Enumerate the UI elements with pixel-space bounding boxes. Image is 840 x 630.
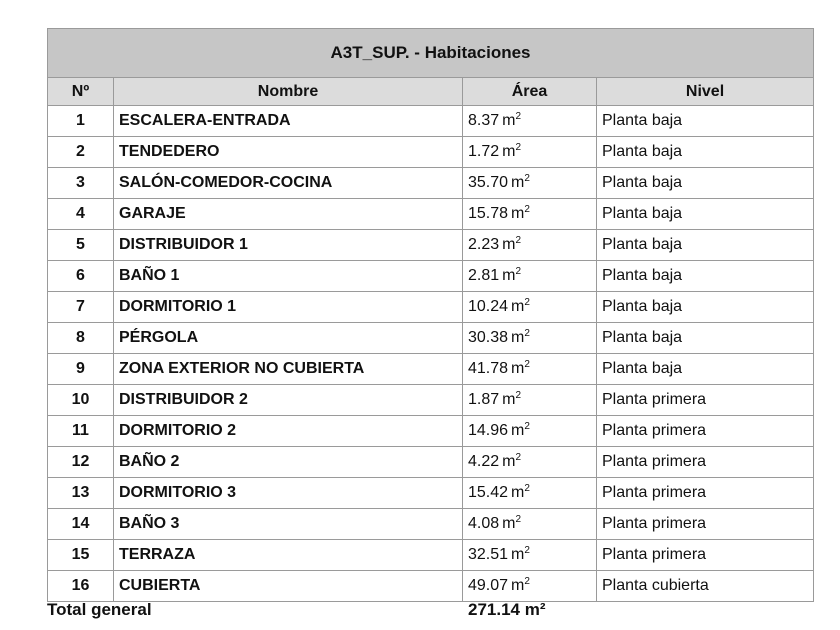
room-level: Planta primera — [597, 447, 814, 478]
room-level: Planta baja — [597, 323, 814, 354]
room-area — [463, 354, 597, 385]
room-name: BAÑO 3 — [114, 509, 463, 540]
room-area — [463, 106, 597, 137]
area-unit: m — [502, 143, 516, 160]
area-value: 15.42 — [468, 484, 509, 501]
room-area — [463, 292, 597, 323]
room-area — [463, 447, 597, 478]
total-value: 271.14 m² — [468, 600, 546, 619]
area-unit-exponent: 2 — [524, 328, 530, 339]
room-area — [463, 540, 597, 571]
table-row — [48, 509, 814, 540]
table-row — [48, 354, 814, 385]
room-area — [463, 323, 597, 354]
row-number: 7 — [48, 292, 114, 323]
room-name: SALÓN-COMEDOR-COCINA — [114, 168, 463, 199]
room-level: Planta baja — [597, 137, 814, 168]
room-name: GARAJE — [114, 199, 463, 230]
room-name: BAÑO 1 — [114, 261, 463, 292]
row-number: 15 — [48, 540, 114, 571]
room-name: TENDEDERO — [114, 137, 463, 168]
area-unit-exponent: 2 — [524, 545, 530, 556]
room-level: Planta cubierta — [597, 571, 814, 602]
room-area — [463, 509, 597, 540]
room-name: ESCALERA-ENTRADA — [114, 106, 463, 137]
area-value: 32.51 — [468, 546, 509, 563]
room-area — [463, 478, 597, 509]
area-value: 30.38 — [468, 329, 509, 346]
room-level: Planta baja — [597, 230, 814, 261]
area-value: 4.22 — [468, 453, 500, 470]
row-number: 11 — [48, 416, 114, 447]
area-unit: m — [511, 577, 525, 594]
area-value: 15.78 — [468, 205, 509, 222]
area-value: 10.24 — [468, 298, 509, 315]
area-value: 2.81 — [468, 267, 500, 284]
row-number: 12 — [48, 447, 114, 478]
area-unit-exponent: 2 — [515, 235, 522, 246]
total-label: Total general — [47, 600, 152, 619]
area-unit: m — [511, 329, 525, 346]
area-unit: m — [502, 236, 516, 253]
area-unit-exponent: 2 — [515, 514, 522, 525]
column-header-area: Área — [463, 78, 597, 106]
column-header-num: Nº — [48, 78, 114, 106]
room-level: Planta baja — [597, 292, 814, 323]
room-area — [463, 199, 597, 230]
area-unit-exponent: 2 — [515, 142, 522, 153]
area-unit: m — [511, 546, 525, 563]
area-unit: m — [502, 515, 516, 532]
area-unit-exponent: 2 — [524, 173, 530, 184]
table-row — [48, 230, 814, 261]
area-unit-exponent: 2 — [524, 204, 530, 215]
room-name: DISTRIBUIDOR 1 — [114, 230, 463, 261]
area-unit: m — [502, 112, 516, 129]
column-header-level: Nivel — [597, 78, 814, 106]
area-value: 49.07 — [468, 577, 509, 594]
table-title-row — [48, 29, 814, 78]
area-unit: m — [502, 453, 516, 470]
area-value: 41.78 — [468, 360, 509, 377]
area-value: 8.37 — [468, 112, 500, 129]
room-level: Planta primera — [597, 385, 814, 416]
area-value: 4.08 — [468, 515, 500, 532]
row-number: 13 — [48, 478, 114, 509]
area-unit: m — [502, 267, 516, 284]
area-unit: m — [511, 360, 525, 377]
room-level: Planta baja — [597, 106, 814, 137]
room-area — [463, 416, 597, 447]
room-level: Planta baja — [597, 354, 814, 385]
table-body — [48, 106, 814, 602]
room-name: ZONA EXTERIOR NO CUBIERTA — [114, 354, 463, 385]
table-row — [48, 261, 814, 292]
room-level: Planta primera — [597, 540, 814, 571]
area-unit-exponent: 2 — [515, 452, 522, 463]
area-unit-exponent: 2 — [524, 483, 530, 494]
column-header-name: Nombre — [114, 78, 463, 106]
room-area — [463, 261, 597, 292]
room-level: Planta primera — [597, 509, 814, 540]
room-name: DISTRIBUIDOR 2 — [114, 385, 463, 416]
area-unit: m — [511, 422, 525, 439]
room-level: Planta baja — [597, 261, 814, 292]
room-name: DORMITORIO 1 — [114, 292, 463, 323]
area-value: 1.72 — [468, 143, 500, 160]
row-number: 8 — [48, 323, 114, 354]
table-row — [48, 168, 814, 199]
room-level: Planta primera — [597, 478, 814, 509]
area-unit-exponent: 2 — [524, 359, 530, 370]
room-area — [463, 571, 597, 602]
row-number: 4 — [48, 199, 114, 230]
table-row — [48, 416, 814, 447]
area-unit: m — [511, 174, 525, 191]
room-area — [463, 230, 597, 261]
room-level: Planta baja — [597, 199, 814, 230]
area-unit: m — [511, 484, 525, 501]
table-row — [48, 385, 814, 416]
area-value: 35.70 — [468, 174, 509, 191]
table-row — [48, 323, 814, 354]
table-title: A3T_SUP. - Habitaciones — [48, 29, 814, 78]
room-name: DORMITORIO 3 — [114, 478, 463, 509]
row-number: 6 — [48, 261, 114, 292]
row-number: 5 — [48, 230, 114, 261]
table-row — [48, 106, 814, 137]
row-number: 1 — [48, 106, 114, 137]
table-row — [48, 478, 814, 509]
room-name: CUBIERTA — [114, 571, 463, 602]
column-header-row — [48, 78, 814, 106]
row-number: 16 — [48, 571, 114, 602]
row-number: 9 — [48, 354, 114, 385]
area-unit-exponent: 2 — [515, 390, 522, 401]
area-unit-exponent: 2 — [515, 111, 522, 122]
area-unit-exponent: 2 — [515, 266, 522, 277]
room-name: DORMITORIO 2 — [114, 416, 463, 447]
area-unit: m — [511, 298, 525, 315]
table-row — [48, 292, 814, 323]
room-name: TERRAZA — [114, 540, 463, 571]
table-row — [48, 540, 814, 571]
row-number: 10 — [48, 385, 114, 416]
room-name: BAÑO 2 — [114, 447, 463, 478]
table-row — [48, 447, 814, 478]
row-number: 14 — [48, 509, 114, 540]
row-number: 2 — [48, 137, 114, 168]
room-area — [463, 168, 597, 199]
room-level: Planta baja — [597, 168, 814, 199]
area-unit: m — [502, 391, 516, 408]
area-unit-exponent: 2 — [524, 297, 530, 308]
table-row — [48, 199, 814, 230]
room-schedule-table — [47, 28, 814, 602]
room-name: PÉRGOLA — [114, 323, 463, 354]
table-row — [48, 571, 814, 602]
area-value: 2.23 — [468, 236, 500, 253]
room-area — [463, 385, 597, 416]
table-row — [48, 137, 814, 168]
area-value: 14.96 — [468, 422, 509, 439]
row-number: 3 — [48, 168, 114, 199]
area-value: 1.87 — [468, 391, 500, 408]
area-unit: m — [511, 205, 525, 222]
area-unit-exponent: 2 — [524, 576, 530, 587]
area-unit-exponent: 2 — [524, 421, 530, 432]
room-area — [463, 137, 597, 168]
room-level: Planta primera — [597, 416, 814, 447]
